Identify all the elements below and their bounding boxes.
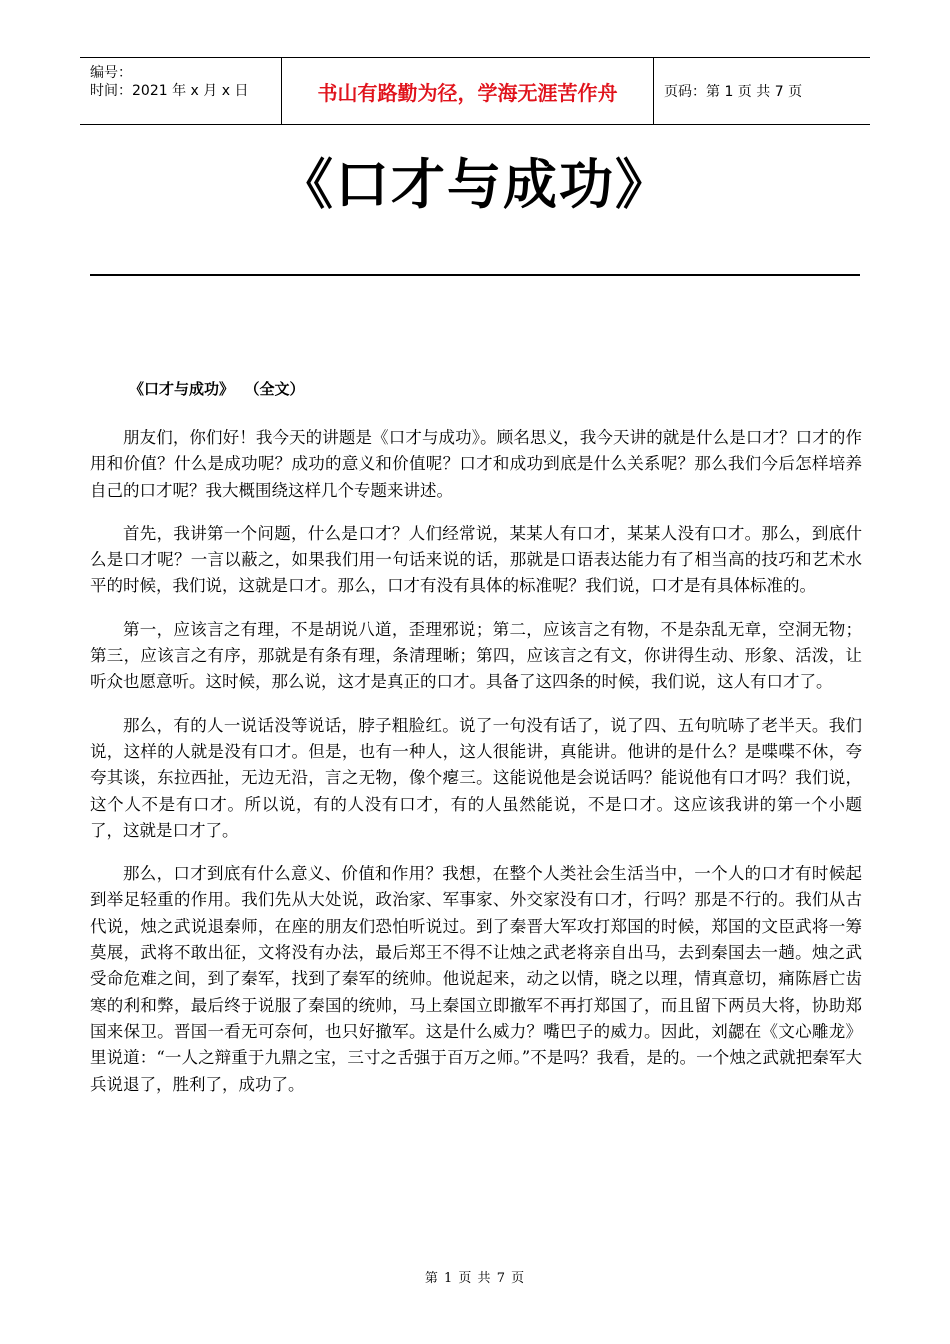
header-motto-cell [281, 58, 654, 124]
header-motto: 书山有路勤为径，学海无涯苦作舟 [317, 80, 618, 105]
document-time-label: 时间：2021 年 x 月 x 日 [90, 83, 249, 99]
title-divider [90, 274, 860, 276]
header-table [80, 57, 870, 125]
body-paragraph: 那么，有的人一说话没等说话，脖子粗脸红。说了一句没有话了，说了四、五句吭哧了老半天。我们说，这样的人就是没有口才。但是，也有一种人，这人很能讲，真能讲。他讲的是什么？是喋喋不休，夸夸其谈，东拉西扯，无边无沿，言之无物，像个瘪三。这能说他是会说话吗？能说他有口才吗？我们说，这个人不是有口才。所以说，有的人没有口才，有的人虽然能说，不是口才。这应该我讲的第一个小题了，这就是口才了。 [90, 715, 862, 840]
body-paragraph: 第一，应该言之有理，不是胡说八道，歪理邪说；第二，应该言之有物，不是杂乱无章，空洞无物；第三，应该言之有序，那就是有条有理，条清理晰；第四，应该言之有文，你讲得生动、形象、活泼，让听众也愿意听。这时候，那么说，这才是真正的口才。具备了这四条的时候，我们说，这人有口才了。 [90, 619, 862, 692]
page-footer: 第 1 页 共 7 页 [424, 1271, 526, 1286]
document-title: 《口才与成功》 [279, 153, 671, 216]
header-page-cell [654, 58, 870, 124]
document-number-label: 编号： [90, 65, 132, 81]
body-paragraph: 那么，口才到底有什么意义、价值和作用？我想，在整个人类社会生活当中，一个人的口才有时候起到举足轻重的作用。我们先从大处说，政治家、军事家、外交家没有口才，行吗？那是不行的。我们从古代说，烛之武说退秦师，在座的朋友们恐怕听说过。到了秦晋大军攻打郑国的时候，郑国的文臣武将一筹莫展，武将不敢出征，文将没有办法，最后郑王不得不让烛之武老将亲自出马，去到秦国去一趟。烛之武受命危难之间，到了秦军，找到了秦军的统帅。他说起来，动之以情，晓之以理，情真意切，痛陈唇亡齿寒的利和弊，最后终于说服了秦国的统帅，马上秦国立即撤军不再打郑国了，而且留下两员大将，协助郑国来保卫。晋国一看无可奈何，也只好撤军。这是什么威力？嘴巴子的威力。因此，刘勰在《文心雕龙》里说道：“一人之辩重于九鼎之宝，三寸之舌强于百万之师。”不是吗？我看，是的。一个烛之武就把秦军大兵说退了，胜利了，成功了。 [90, 864, 862, 1094]
header-meta-cell [80, 58, 281, 124]
document-body [90, 425, 862, 1115]
body-paragraph: 朋友们，你们好！我今天的讲题是《口才与成功》。顾名思义，我今天讲的就是什么是口才？口才的作用和价值？什么是成功呢？成功的意义和价值呢？口才和成功到底是什么关系呢？那么我们今后怎样培养自己的口才呢？我大概围绕这样几个专题来讲述。 [90, 428, 862, 500]
document-subtitle: 《口才与成功》 （全文） [129, 380, 305, 398]
body-paragraph: 首先，我讲第一个问题，什么是口才？人们经常说，某某人有口才，某某人没有口才。那么，到底什么是口才呢？一言以蔽之，如果我们用一句话来说的话，那就是口语表达能力有了相当高的技巧和艺术水平的时候，我们说，这就是口才。那么，口才有没有具体的标准呢？我们说，口才是有具体标准的。 [90, 523, 862, 596]
header-page-label: 页码：第 1 页 共 7 页 [664, 84, 803, 100]
